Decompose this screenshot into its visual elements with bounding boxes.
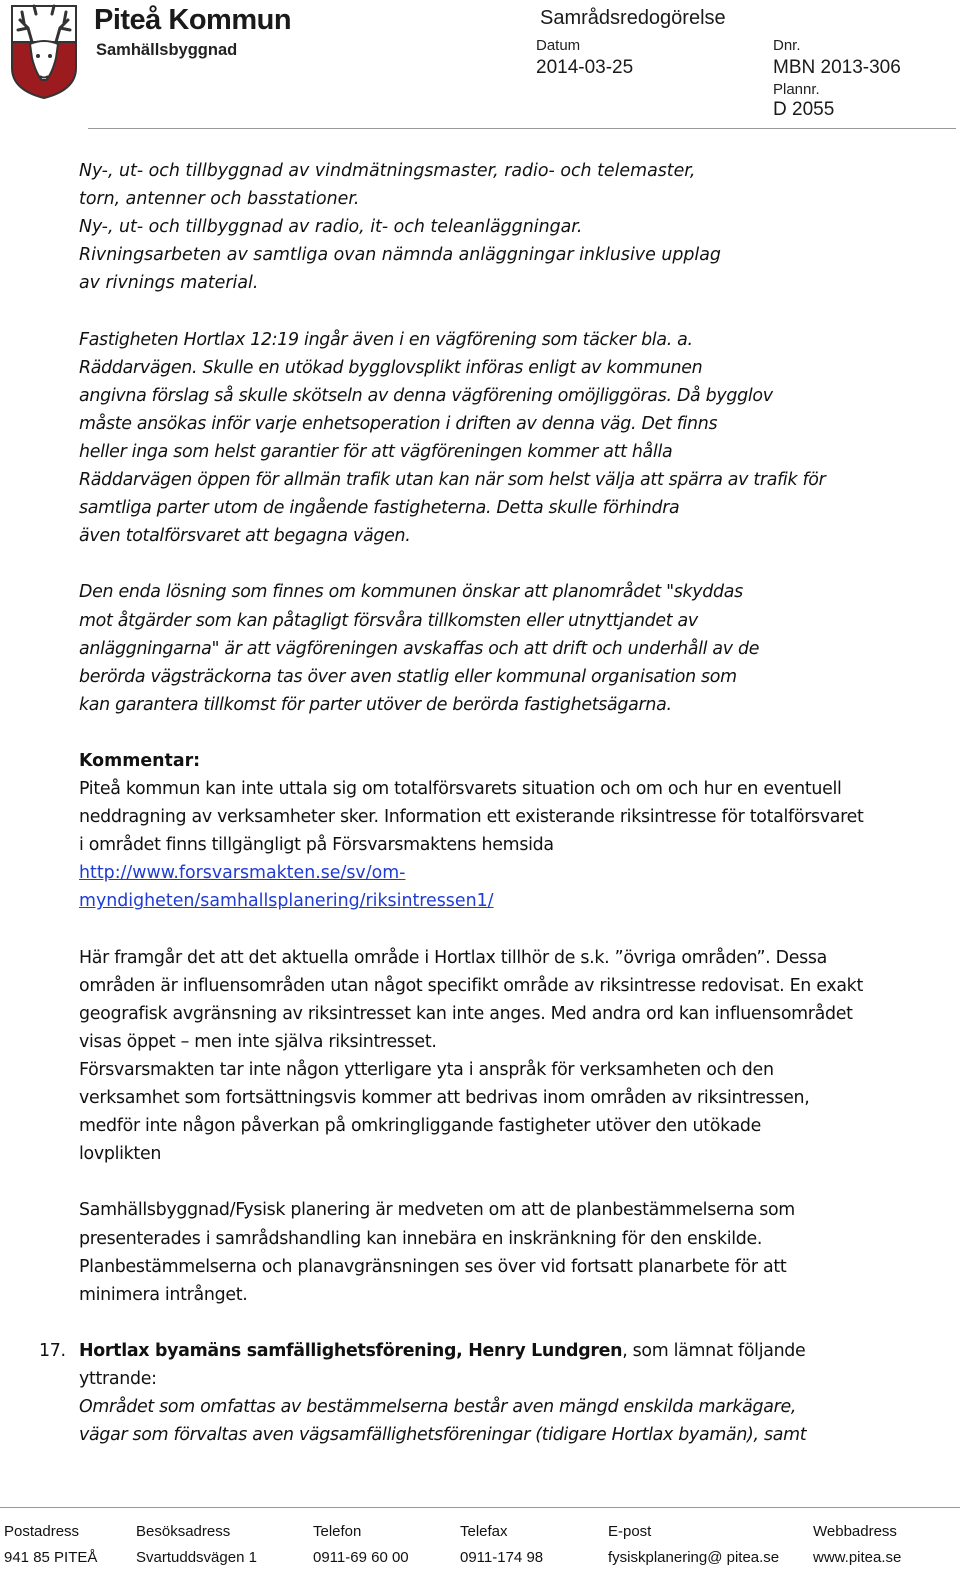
dnr-value: MBN 2013-306 [773,57,901,78]
text-line: , som lämnat följande [622,1340,806,1361]
text-line: i området finns tillgängligt på Försvarsmaktens hemsida [79,835,554,856]
text-line: yttrande: [79,1369,157,1390]
text-line: neddragning av verksamheter sker. Information ett existerande riksintresse för totalförsvaret [79,807,864,828]
list-item-17 [39,1337,954,1449]
text-line: av rivnings material. [79,273,259,294]
text-line: vägar som förvaltas aven vägsamfällighetsföreningar (tidigare Hortlax byamän), samt [79,1425,807,1446]
organization-department: Samhällsbyggnad [96,41,238,59]
document-body [39,157,954,1449]
text-line: Samhällsbyggnad/Fysisk planering är medveten om att de planbestämmelserna som [79,1200,795,1221]
text-line: Räddarvägen. Skulle en utökad bygglovsplikt införas enligt av kommunen [79,357,703,378]
paragraph [79,578,954,718]
text-line: verksamhet som fortsättningsvis kommer att bedrivas inom områden av riksintressen, [79,1088,810,1109]
footer-besoksadress-label: Besöksadress [136,1523,231,1540]
text-line: anläggningarna" är att vägföreningen avskaffas och att drift och underhåll av de [79,638,760,659]
municipal-coat-of-arms-logo [6,2,82,100]
text-line: även totalförsvaret att begagna vägen. [79,526,411,547]
footer-postadress-label: Postadress [4,1523,80,1540]
text-line: berörda vägsträckorna tas över aven statlig eller kommunal organisation som [79,666,737,687]
footer-postadress-value: 941 85 PITEÅ [4,1549,98,1566]
comment-paragraph [79,775,954,859]
text-line: Området som omfattas av bestämmelserna består aven mängd enskilda markägare, [79,1397,797,1418]
text-line: geografisk avgränsning av riksintresset kan inte anges. Med andra ord kan influensområdet [79,1003,853,1024]
respondent-name: Hortlax byamäns samfällighetsförening, Henry Lundgren [79,1340,623,1361]
footer-webbadress-label: Webbadress [813,1523,897,1540]
paragraph [79,326,954,551]
footer-telefax-label: Telefax [460,1523,508,1540]
footer-telefon-label: Telefon [313,1523,362,1540]
footer-epost-label: E-post [608,1523,652,1540]
footer-besoksadress-value: Svartuddsvägen 1 [136,1549,257,1566]
text-line: Fastigheten Hortlax 12:19 ingår även i en vägförening som täcker bla. a. [79,329,693,350]
text-line: visas öppet – men inte själva riksintresset. [79,1031,437,1052]
plan-number-value: D 2055 [773,99,835,120]
dnr-label: Dnr. [773,37,801,54]
text-line: Piteå kommun kan inte uttala sig om totalförsvarets situation och om och hur en eventuell [79,779,842,800]
organization-name: Piteå Kommun [94,4,292,36]
text-line: torn, antenner och basstationer. [79,189,360,210]
text-line: områden är influensområden utan något specifikt område av riksintresse redovisat. En exakt [79,975,863,996]
document-title: Samrådsredogörelse [540,7,726,29]
footer-telefon-value: 0911-69 60 00 [313,1549,409,1566]
text-line: kan garantera tillkomst för parter utöver de berörda fastighetsägarna. [79,694,672,715]
footer-webbadress-value[interactable]: www.pitea.se [813,1549,902,1566]
footer-epost-value[interactable]: fysiskplanering@ pitea.se [608,1549,780,1566]
text-line: mot åtgärder som kan påtagligt försvåra tillkomsten eller utnyttjandet av [79,610,698,631]
list-block [79,157,954,297]
comment-paragraph [79,944,954,1169]
footer-telefax-value: 0911-174 98 [460,1549,544,1566]
text-line: Ny-, ut- och tillbyggnad av vindmätningsmaster, radio- och telemaster, [79,161,696,181]
footer-divider [0,1507,960,1508]
text-line: presenterades i samrådshandling kan innebära en inskränkning för den enskilde. [79,1228,763,1249]
item-number: 17. [39,1340,66,1361]
plan-number-label: Plannr. [773,81,820,98]
text-line: Här framgår det att det aktuella område i Hortlax tillhör de s.k. ”övriga områden”. Dessa [79,947,827,968]
date-value: 2014-03-25 [536,57,634,78]
text-line: heller inga som helst garantier för att vägföreningen kommer att hålla [79,441,673,462]
date-label: Datum [536,37,581,54]
text-line: Rivningsarbeten av samtliga ovan nämnda anläggningar inklusive upplag [79,245,721,266]
text-line: Den enda lösning som finnes om kommunen önskar att planområdet "skyddas [79,582,743,603]
text-line: Räddarvägen öppen för allmän trafik utan kan när som helst välja att spärra av trafik för [79,470,826,491]
text-line: angivna förslag så skulle skötseln av denna vägförening omöjliggöras. Då bygglov [79,385,773,406]
riksintresse-link-continued[interactable]: myndigheten/samhallsplanering/riksintressen1/ [79,891,494,912]
header-divider [88,128,956,129]
text-line: Försvarsmakten tar inte någon ytterligare yta i anspråk för verksamheten och den [79,1060,774,1080]
text-line: minimera intrånget. [79,1284,248,1305]
text-line: måste ansökas inför varje enhetsoperation i driften av denna väg. Det finns [79,413,718,434]
text-line: samtliga parter utom de ingående fastigheterna. Detta skulle förhindra [79,498,680,519]
text-line: lovplikten [79,1144,162,1165]
comment-heading: Kommentar: [79,750,201,771]
riksintresse-link[interactable]: http://www.forsvarsmakten.se/sv/om- [79,863,406,884]
text-line: Ny-, ut- och tillbyggnad av radio, it- och teleanläggningar. [79,217,583,238]
text-line: medför inte någon påverkan på omkringliggande fastigheter utöver den utökade [79,1116,762,1137]
text-line: Planbestämmelserna och planavgränsningen ses över vid fortsatt planarbete för att [79,1256,787,1277]
comment-paragraph [79,1196,954,1308]
